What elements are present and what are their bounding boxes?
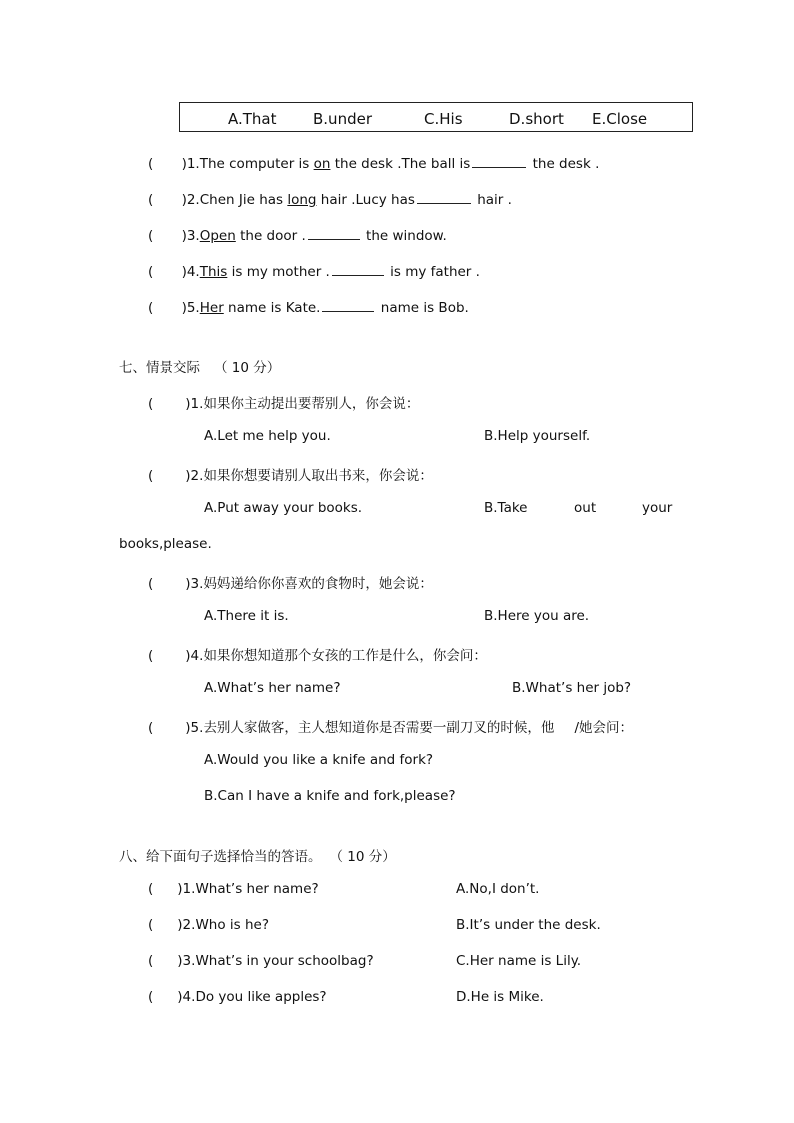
list-item: ( )4.This is my mother . is my father . [148, 264, 480, 280]
blank-line[interactable] [322, 299, 374, 312]
option-b-word3[interactable]: your [642, 500, 673, 516]
list-item: ( )3.Open the door . the window. [148, 228, 447, 244]
answer-paren[interactable]: ( [148, 953, 154, 969]
answer-paren[interactable]: ( [148, 300, 154, 316]
word-bank-box [179, 102, 693, 132]
option-b-word1[interactable]: B.Take [484, 500, 528, 516]
list-item: ( )1.The computer is on the desk .The ball is the desk . [148, 156, 600, 172]
section7-heading [119, 356, 280, 376]
option-a[interactable]: A.What’s her name? [204, 680, 341, 696]
word-option-a: A.That [228, 110, 277, 128]
answer-paren[interactable]: ( [148, 396, 154, 412]
section-title: 八、给下面句子选择恰当的答语。 [119, 849, 322, 865]
answer-paren[interactable]: ( [148, 192, 154, 208]
section-score: （ 10 分） [329, 849, 396, 865]
table-row: ( )1.What’s her name? [148, 881, 319, 897]
blank-line[interactable] [417, 191, 471, 204]
option-a[interactable]: A.Would you like a knife and fork? [204, 752, 434, 768]
option-a[interactable]: A.Let me help you. [204, 428, 331, 444]
blank-line[interactable] [308, 227, 360, 240]
section7-q4: ( )4.如果你想知道那个女孩的工作是什么，你会问： [148, 648, 487, 664]
section7-q5: ( )5.去别人家做客，主人想知道你是否需要一副刀叉的时候，他 /她会问： [148, 720, 633, 736]
blank-line[interactable] [472, 155, 526, 168]
blank-line[interactable] [332, 263, 384, 276]
option-b[interactable]: B.Help yourself. [484, 428, 591, 444]
answer-paren[interactable]: ( [148, 264, 154, 280]
section-title: 七、情景交际 [119, 360, 200, 376]
option-b[interactable]: B.Can I have a knife and fork,please? [204, 788, 456, 804]
word-option-e: E.Close [592, 110, 648, 128]
option-b-word2[interactable]: out [574, 500, 597, 516]
section-score: （ 10 分） [214, 360, 281, 376]
answer-paren[interactable]: ( [148, 720, 154, 736]
word-option-c: C.His [424, 110, 463, 128]
option-b[interactable]: B.Here you are. [484, 608, 590, 624]
answer-paren[interactable]: ( [148, 881, 154, 897]
answer-option: A.No,I don’t. [456, 881, 540, 897]
option-b[interactable]: B.What’s her job? [512, 680, 632, 696]
section7-q1: ( )1.如果你主动提出要帮别人，你会说： [148, 396, 420, 412]
answer-paren[interactable]: ( [148, 576, 154, 592]
table-row: ( )4.Do you like apples? [148, 989, 327, 1005]
answer-paren[interactable]: ( [148, 228, 154, 244]
answer-paren[interactable]: ( [148, 156, 154, 172]
table-row: ( )2.Who is he? [148, 917, 269, 933]
word-option-d: D.short [509, 110, 564, 128]
section7-q2: ( )2.如果你想要请别人取出书来，你会说： [148, 468, 433, 484]
option-a[interactable]: A.There it is. [204, 608, 289, 624]
list-item: ( )2.Chen Jie has long hair .Lucy has hair . [148, 192, 512, 208]
section7-q3: ( )3.妈妈递给你你喜欢的食物时，她会说： [148, 576, 433, 592]
option-a[interactable]: A.Put away your books. [204, 500, 363, 516]
word-option-b: B.under [313, 110, 372, 128]
option-b-continued[interactable]: books,please. [119, 536, 212, 552]
answer-option: D.He is Mike. [456, 989, 544, 1005]
answer-option: C.Her name is Lily. [456, 953, 582, 969]
section8-heading [119, 845, 396, 865]
answer-paren[interactable]: ( [148, 468, 154, 484]
answer-paren[interactable]: ( [148, 989, 154, 1005]
table-row: ( )3.What’s in your schoolbag? [148, 953, 374, 969]
answer-option: B.It’s under the desk. [456, 917, 601, 933]
answer-paren[interactable]: ( [148, 648, 154, 664]
answer-paren[interactable]: ( [148, 917, 154, 933]
list-item: ( )5.Her name is Kate. name is Bob. [148, 300, 469, 316]
